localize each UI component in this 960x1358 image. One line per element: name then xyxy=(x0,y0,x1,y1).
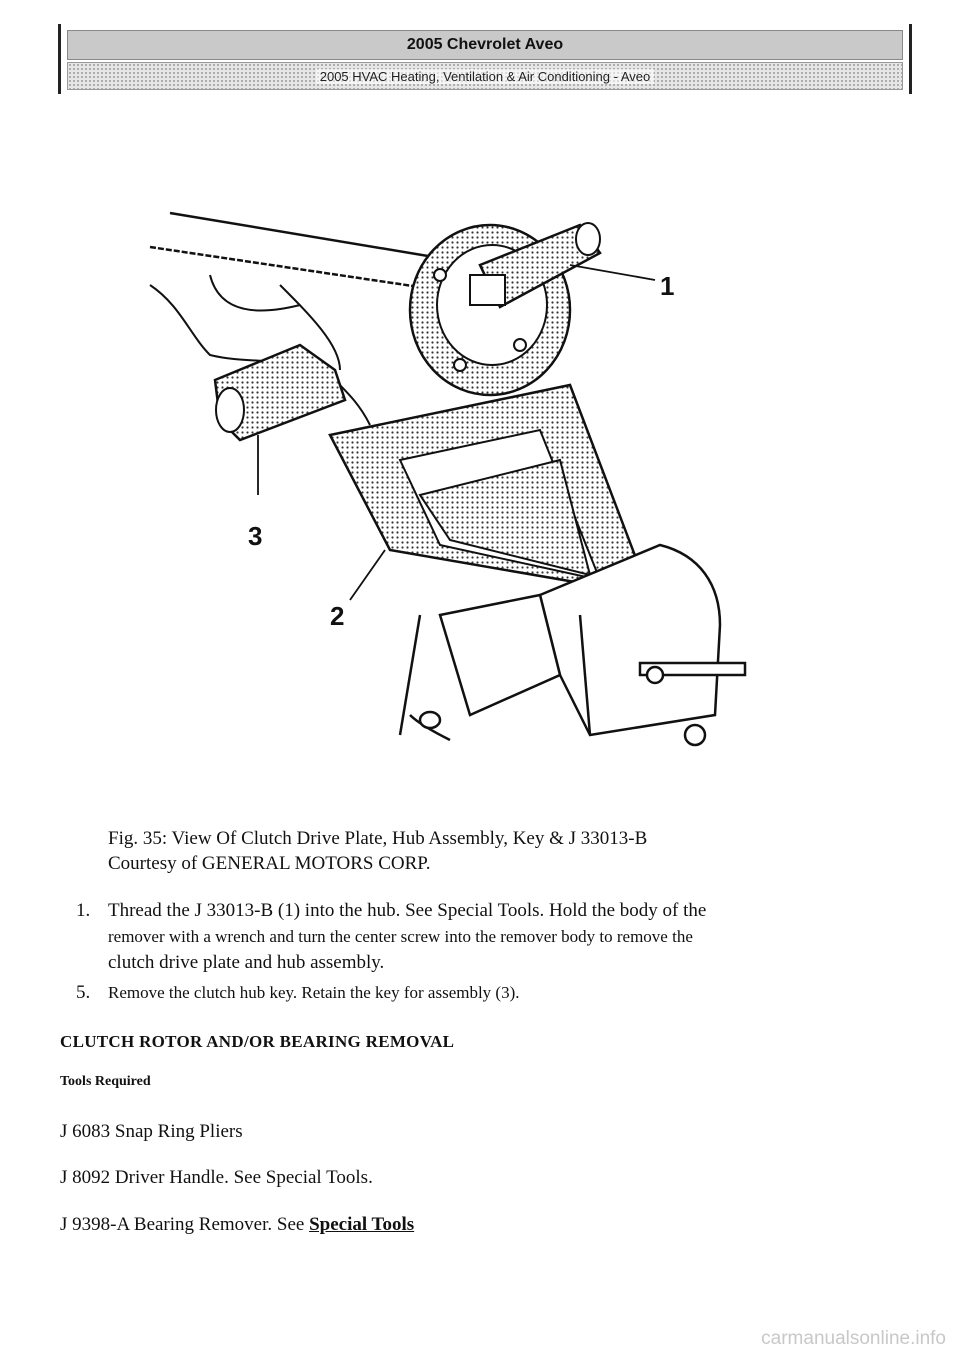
special-tools-link[interactable]: Special Tools xyxy=(309,1214,415,1235)
figure-caption-credit: Courtesy of GENERAL MOTORS CORP. xyxy=(108,853,431,874)
step-text-line: clutch drive plate and hub assembly. xyxy=(108,952,385,973)
step-number: 5. xyxy=(76,982,91,1003)
section-heading: CLUTCH ROTOR AND/OR BEARING REMOVAL xyxy=(60,1032,455,1051)
tool-item xyxy=(60,1214,414,1236)
step-number: 1. xyxy=(76,900,91,921)
compressor-body-shape xyxy=(330,385,650,595)
list-item xyxy=(68,898,898,976)
step-text-line: remover with a wrench and turn the center screw into the remover body to remove the xyxy=(108,927,693,946)
tool-item: J 8092 Driver Handle. See Special Tools. xyxy=(60,1167,373,1188)
callout-3-label: 3 xyxy=(248,521,263,551)
callout-1-label: 1 xyxy=(660,271,675,301)
header-subtitle-bar xyxy=(67,62,903,90)
figure-caption xyxy=(108,826,868,876)
tool-item-text: J 9398-A Bearing Remover. See xyxy=(60,1214,310,1235)
watermark: carmanualsonline.info xyxy=(761,1328,946,1349)
step-text-line: Thread the J 33013-B (1) into the hub. See Special Tools. Hold the body of the xyxy=(108,900,707,921)
procedure-steps xyxy=(68,898,898,1010)
document-header xyxy=(58,24,912,94)
callout-2-label: 2 xyxy=(330,601,345,631)
tool-item: J 6083 Snap Ring Pliers xyxy=(60,1121,243,1142)
header-title: 2005 Chevrolet Aveo xyxy=(67,30,903,60)
step-text-line: Remove the clutch hub key. Retain the key for assembly (3). xyxy=(108,983,520,1002)
tools-required-heading: Tools Required xyxy=(60,1074,151,1089)
clutch-diagram-figure xyxy=(140,195,780,760)
list-item xyxy=(68,980,898,1006)
figure-caption-title: Fig. 35: View Of Clutch Drive Plate, Hub Assembly, Key & J 33013-B xyxy=(108,828,648,849)
header-subtitle: 2005 HVAC Heating, Ventilation & Air Conditioning - Aveo xyxy=(316,69,655,84)
